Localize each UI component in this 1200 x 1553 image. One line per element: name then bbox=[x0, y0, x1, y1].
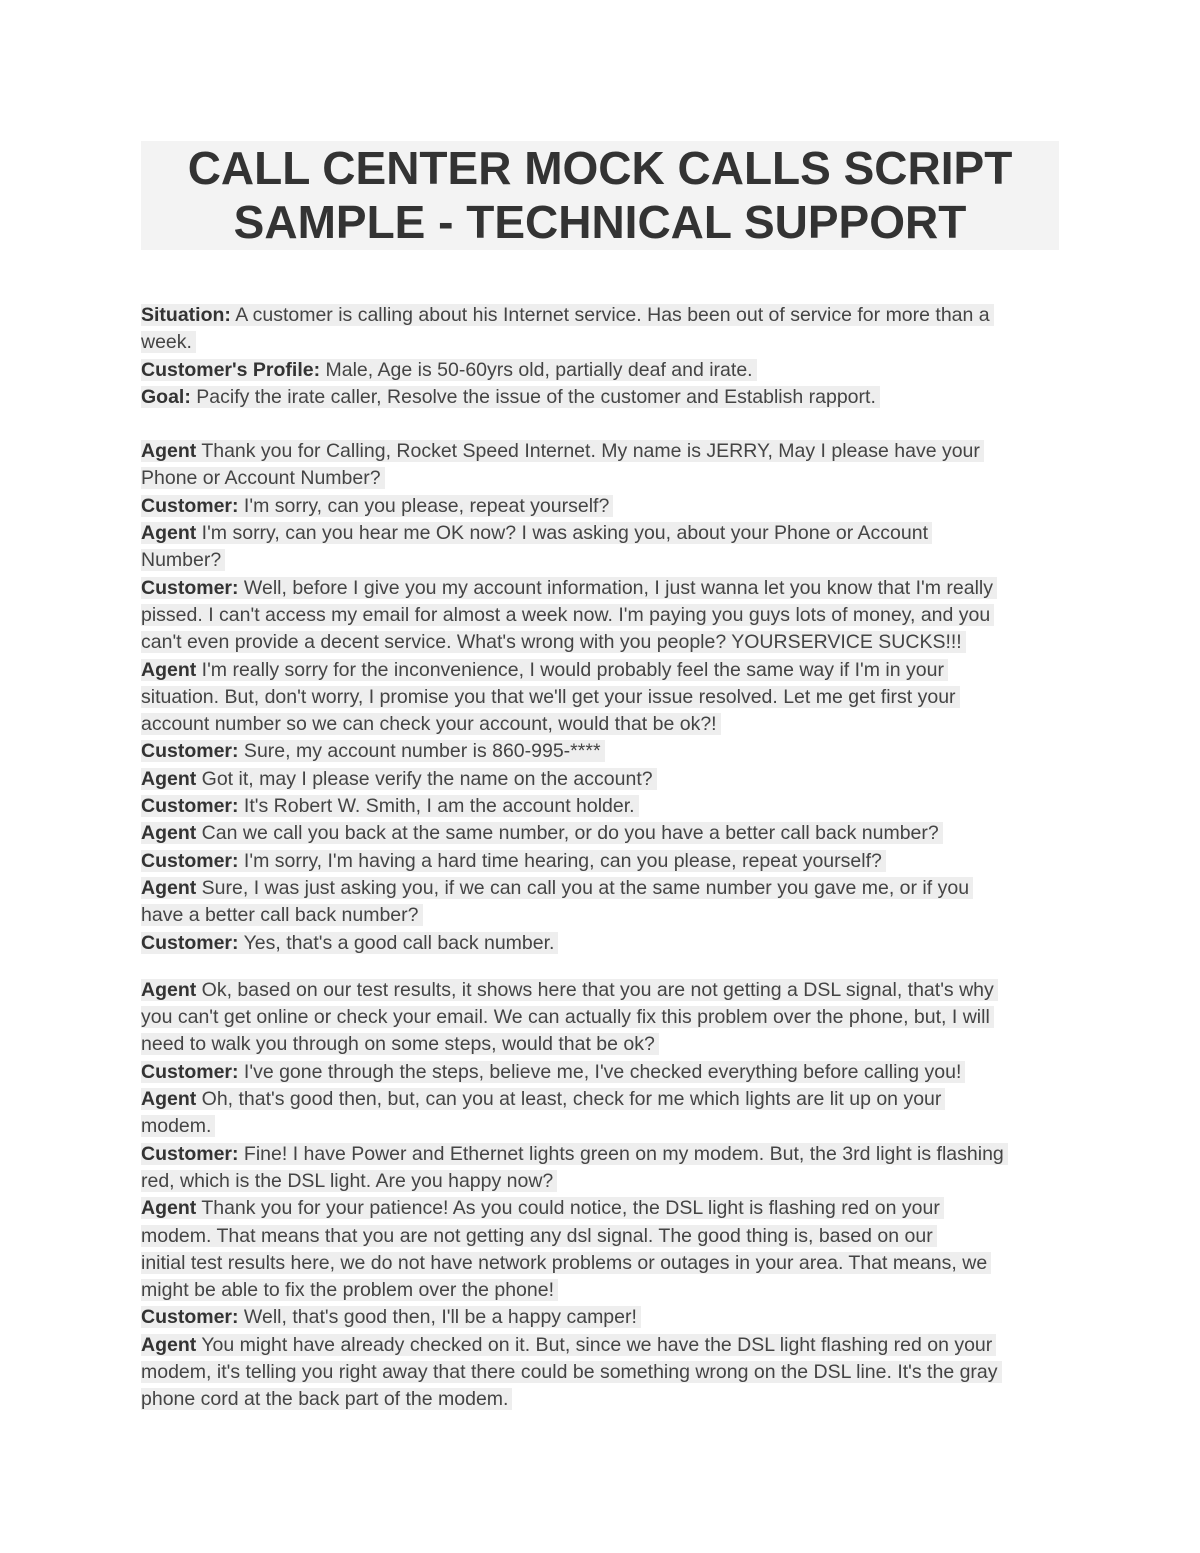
agent-line: Agent Ok, based on our test results, it shows here that you are not getting a DSL signal, that's why bbox=[141, 977, 1059, 1004]
agent-line-cont: phone cord at the back part of the modem. bbox=[141, 1386, 1059, 1413]
customer-line: Customer: Yes, that's a good call back number. bbox=[141, 930, 1059, 957]
agent-line: Agent Got it, may I please verify the name on the account? bbox=[141, 766, 1059, 793]
agent-line: Agent Thank you for your patience! As you could notice, the DSL light is flashing red on your bbox=[141, 1195, 1059, 1222]
speaker-agent: Agent bbox=[141, 1197, 197, 1220]
customer-line: Customer: Sure, my account number is 860-995-**** bbox=[141, 738, 1059, 765]
speaker-customer: Customer: bbox=[141, 494, 239, 517]
speaker-customer: Customer: bbox=[141, 795, 239, 818]
speaker-agent: Agent bbox=[141, 1333, 197, 1356]
script-body bbox=[141, 302, 1059, 1414]
speaker-agent: Agent bbox=[141, 767, 197, 790]
customer-line: Customer: Well, before I give you my account information, I just wanna let you know that I'm really bbox=[141, 575, 1059, 602]
speaker-customer: Customer: bbox=[141, 576, 239, 599]
document-title bbox=[141, 141, 1059, 250]
agent-line-cont: situation. But, don't worry, I promise you that we'll get your issue resolved. Let me get first your bbox=[141, 684, 1059, 711]
customer-line: Customer: Well, that's good then, I'll be a happy camper! bbox=[141, 1304, 1059, 1331]
customer-line: Customer: I'm sorry, can you please, repeat yourself? bbox=[141, 493, 1059, 520]
speaker-agent: Agent bbox=[141, 440, 197, 463]
section-gap bbox=[141, 957, 1059, 977]
speaker-customer: Customer: bbox=[141, 931, 239, 954]
agent-line: Agent I'm really sorry for the inconvenience, I would probably feel the same way if I'm in your bbox=[141, 657, 1059, 684]
agent-line-cont: initial test results here, we do not have network problems or outages in your area. That means, we bbox=[141, 1250, 1059, 1277]
profile-label: Customer's Profile: bbox=[141, 358, 321, 381]
agent-line-cont: Phone or Account Number? bbox=[141, 465, 1059, 492]
agent-line-cont: you can't get online or check your email. We can actually fix this problem over the phone, but, I will bbox=[141, 1004, 1059, 1031]
speaker-agent: Agent bbox=[141, 522, 197, 545]
agent-line: Agent Thank you for Calling, Rocket Speed Internet. My name is JERRY, May I please have your bbox=[141, 438, 1059, 465]
goal-label: Goal: bbox=[141, 385, 191, 408]
situation-text: A customer is calling about his Internet service. Has been out of service for more than a bbox=[230, 304, 990, 326]
speaker-agent: Agent bbox=[141, 978, 197, 1001]
customer-line: Customer: I've gone through the steps, believe me, I've checked everything before calling you! bbox=[141, 1059, 1059, 1086]
situation-label: Situation: bbox=[141, 304, 231, 326]
agent-line-cont: need to walk you through on some steps, would that be ok? bbox=[141, 1031, 1059, 1058]
goal-text: Pacify the irate caller, Resolve the issue of the customer and Establish rapport. bbox=[190, 385, 876, 408]
title-line-1: CALL CENTER MOCK CALLS SCRIPT bbox=[187, 142, 1013, 194]
speaker-customer: Customer: bbox=[141, 1142, 239, 1165]
speaker-customer: Customer: bbox=[141, 849, 239, 872]
agent-line-cont: have a better call back number? bbox=[141, 902, 1059, 929]
goal-line bbox=[141, 384, 1059, 411]
speaker-agent: Agent bbox=[141, 822, 197, 845]
speaker-customer: Customer: bbox=[141, 1306, 239, 1329]
agent-line-cont: modem, it's telling you right away that there could be something wrong on the DSL line. It's the gray bbox=[141, 1359, 1059, 1386]
section-gap bbox=[141, 411, 1059, 438]
agent-line: Agent Oh, that's good then, but, can you at least, check for me which lights are lit up on your bbox=[141, 1086, 1059, 1113]
speaker-agent: Agent bbox=[141, 876, 197, 899]
agent-line-cont: modem. That means that you are not getting any dsl signal. The good thing is, based on our bbox=[141, 1223, 1059, 1250]
agent-line-cont: Number? bbox=[141, 547, 1059, 574]
agent-line: Agent You might have already checked on it. But, since we have the DSL light flashing red on your bbox=[141, 1332, 1059, 1359]
speaker-customer: Customer: bbox=[141, 1060, 239, 1083]
agent-line-cont: might be able to fix the problem over the phone! bbox=[141, 1277, 1059, 1304]
title-line-2: SAMPLE - TECHNICAL SUPPORT bbox=[233, 196, 967, 248]
profile-line bbox=[141, 357, 1059, 384]
speaker-agent: Agent bbox=[141, 658, 197, 681]
situation-line bbox=[141, 302, 1059, 329]
speaker-customer: Customer: bbox=[141, 740, 239, 763]
customer-line-cont: pissed. I can't access my email for almost a week now. I'm paying you guys lots of money, and you bbox=[141, 602, 1059, 629]
agent-line: Agent Can we call you back at the same number, or do you have a better call back number? bbox=[141, 820, 1059, 847]
customer-line-cont: can't even provide a decent service. What's wrong with you people? YOURSERVICE SUCKS!!! bbox=[141, 629, 1059, 656]
agent-line-cont: modem. bbox=[141, 1113, 1059, 1140]
customer-line: Customer: I'm sorry, I'm having a hard time hearing, can you please, repeat yourself? bbox=[141, 848, 1059, 875]
agent-line: Agent Sure, I was just asking you, if we can call you at the same number you gave me, or if you bbox=[141, 875, 1059, 902]
agent-line: Agent I'm sorry, can you hear me OK now? I was asking you, about your Phone or Account bbox=[141, 520, 1059, 547]
agent-line-cont: account number so we can check your account, would that be ok?! bbox=[141, 711, 1059, 738]
customer-line: Customer: It's Robert W. Smith, I am the account holder. bbox=[141, 793, 1059, 820]
profile-text: Male, Age is 50-60yrs old, partially deaf and irate. bbox=[320, 358, 753, 381]
situation-line-2: week. bbox=[141, 329, 1059, 356]
speaker-agent: Agent bbox=[141, 1088, 197, 1111]
customer-line: Customer: Fine! I have Power and Ethernet lights green on my modem. But, the 3rd light is flashing bbox=[141, 1141, 1059, 1168]
customer-line-cont: red, which is the DSL light. Are you happy now? bbox=[141, 1168, 1059, 1195]
